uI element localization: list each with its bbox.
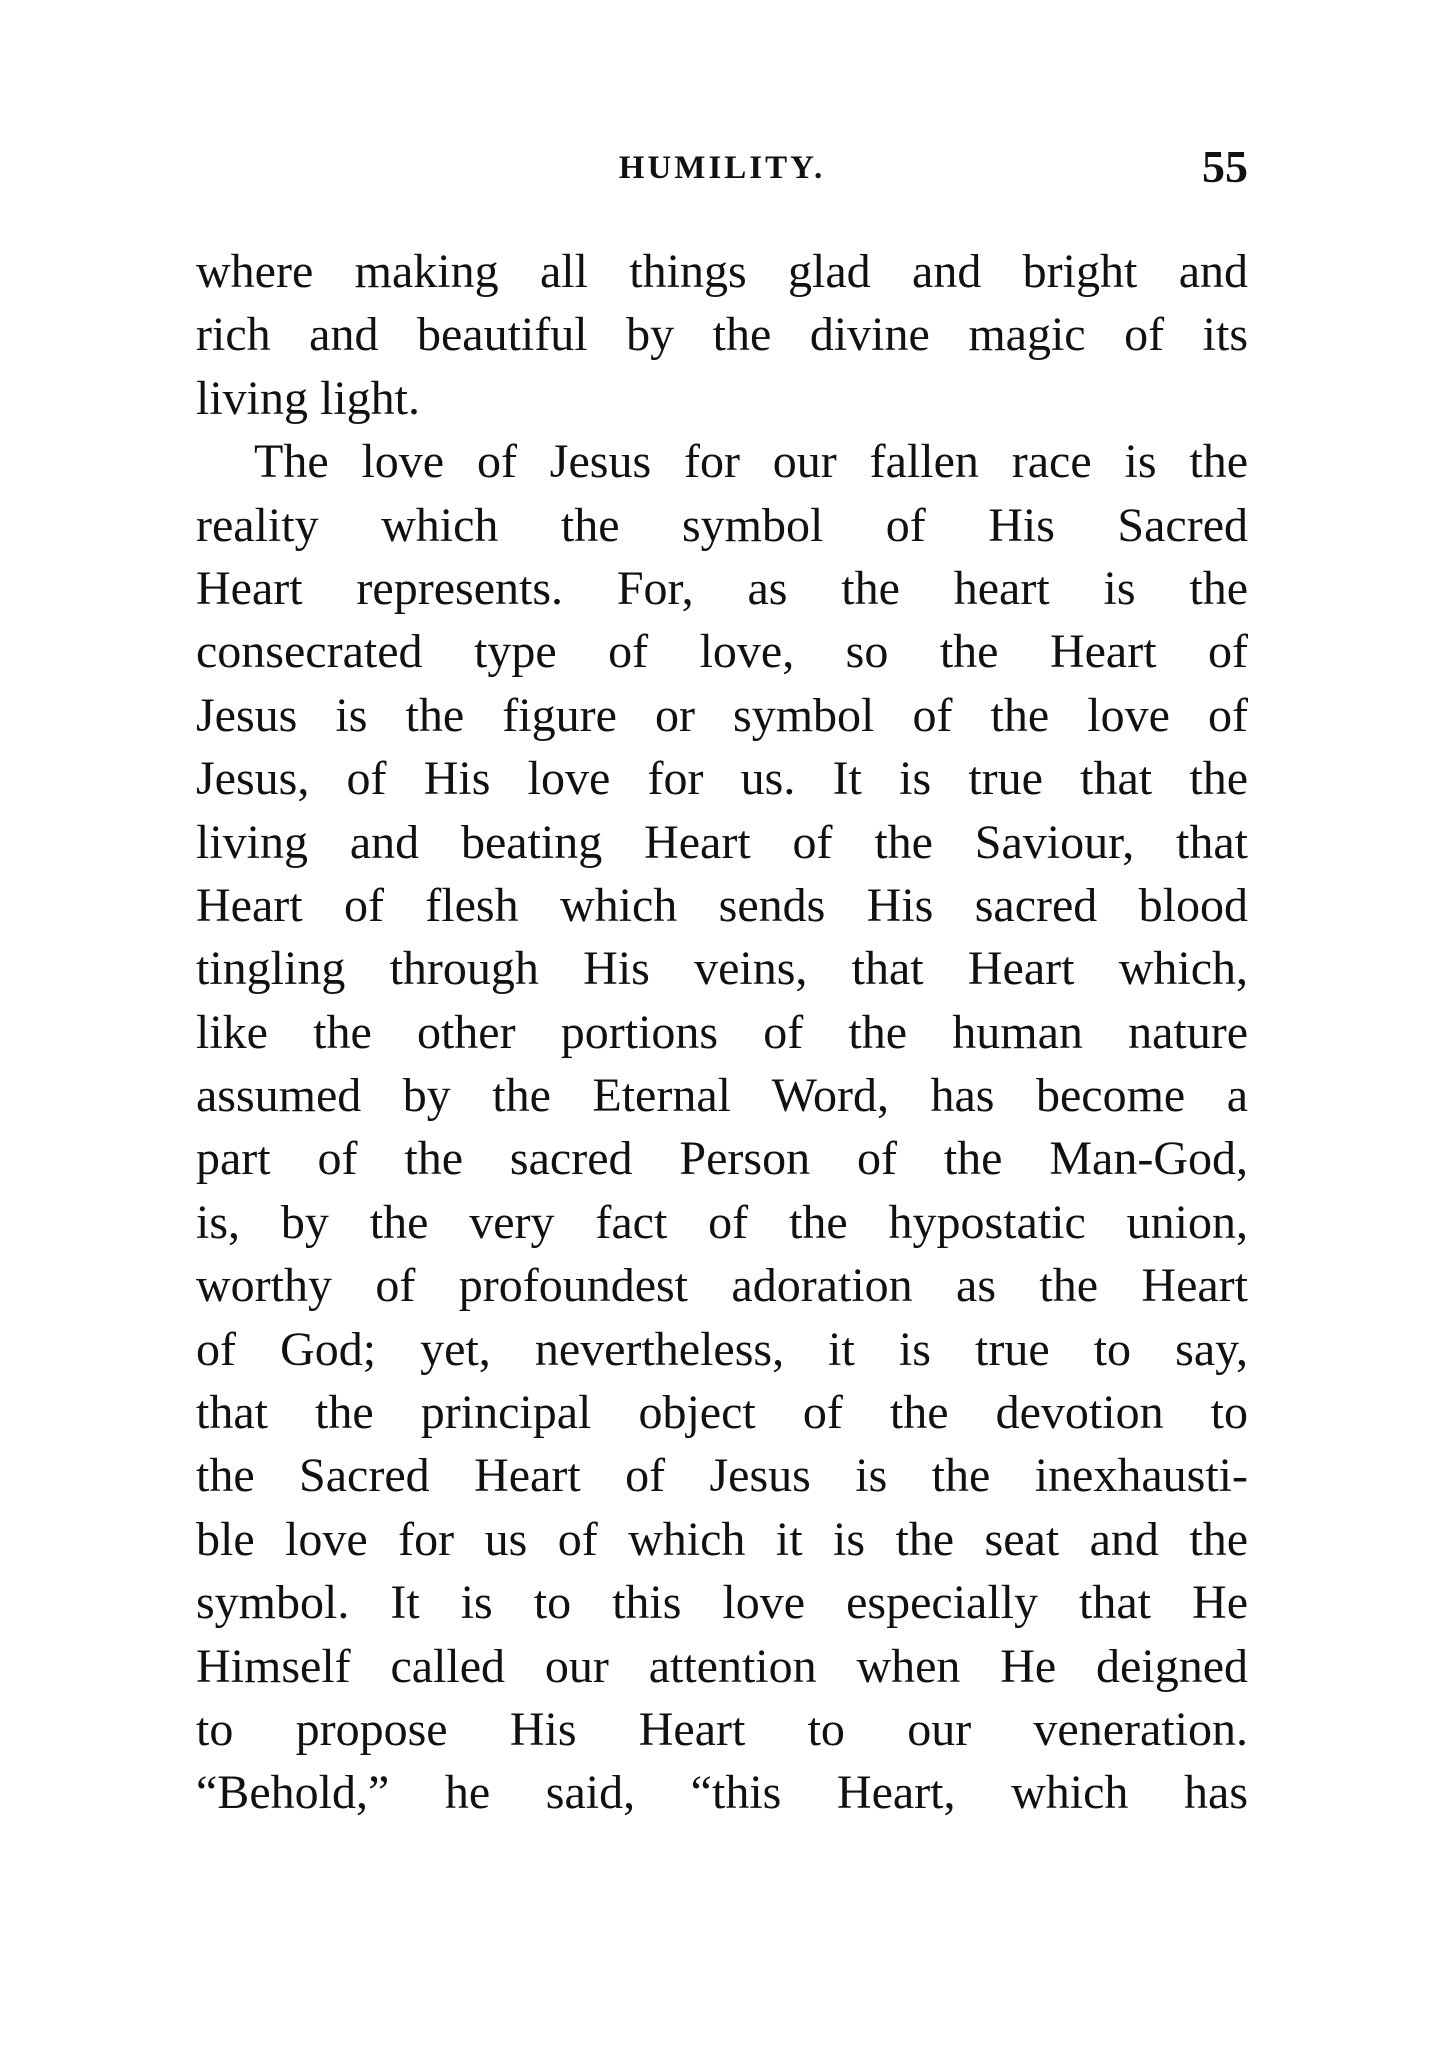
text-line: the Sacred Heart of Jesus is the inexhausti-: [196, 1449, 1248, 1503]
text-line: Jesus, of His love for us. It is true that the: [196, 752, 1248, 806]
text-line: rich and beautiful by the divine magic of its: [196, 308, 1248, 362]
text-line: consecrated type of love, so the Heart of: [196, 625, 1248, 679]
text-line: ble love for us of which it is the seat and the: [196, 1512, 1248, 1566]
text-line: Himself called our attention when He deigned: [196, 1639, 1248, 1693]
text-line: where making all things glad and bright and: [196, 245, 1248, 298]
text-line: tingling through His veins, that Heart which,: [196, 942, 1248, 996]
body-text: [196, 240, 1248, 1825]
text-line: reality which the symbol of His Sacred: [196, 498, 1248, 552]
running-head: [196, 140, 1248, 200]
text-line: Heart of flesh which sends His sacred blood: [196, 878, 1248, 932]
running-title: HUMILITY.: [618, 150, 826, 186]
text-line: Jesus is the figure or symbol of the love of: [196, 688, 1248, 742]
text-line: The love of Jesus for our fallen race is the: [254, 435, 1248, 489]
text-line: worthy of profoundest adoration as the Heart: [196, 1259, 1248, 1313]
page-number: 55: [1202, 141, 1248, 192]
text-line: like the other portions of the human nature: [196, 1005, 1248, 1059]
text-line: that the principal object of the devotion to: [196, 1386, 1248, 1440]
text-line: symbol. It is to this love especially that He: [196, 1576, 1248, 1630]
text-line: of God; yet, nevertheless, it is true to say,: [196, 1322, 1248, 1376]
text-line: is, by the very fact of the hypostatic union,: [196, 1195, 1248, 1249]
text-line: living light.: [196, 371, 421, 425]
text-line: “Behold,” he said, “this Heart, which has: [196, 1766, 1248, 1820]
text-line: part of the sacred Person of the Man-God,: [196, 1132, 1248, 1186]
text-line: Heart represents. For, as the heart is the: [196, 561, 1248, 615]
text-line: to propose His Heart to our veneration.: [196, 1702, 1248, 1756]
text-line: assumed by the Eternal Word, has become a: [196, 1069, 1248, 1123]
text-line: living and beating Heart of the Saviour, that: [196, 815, 1248, 869]
